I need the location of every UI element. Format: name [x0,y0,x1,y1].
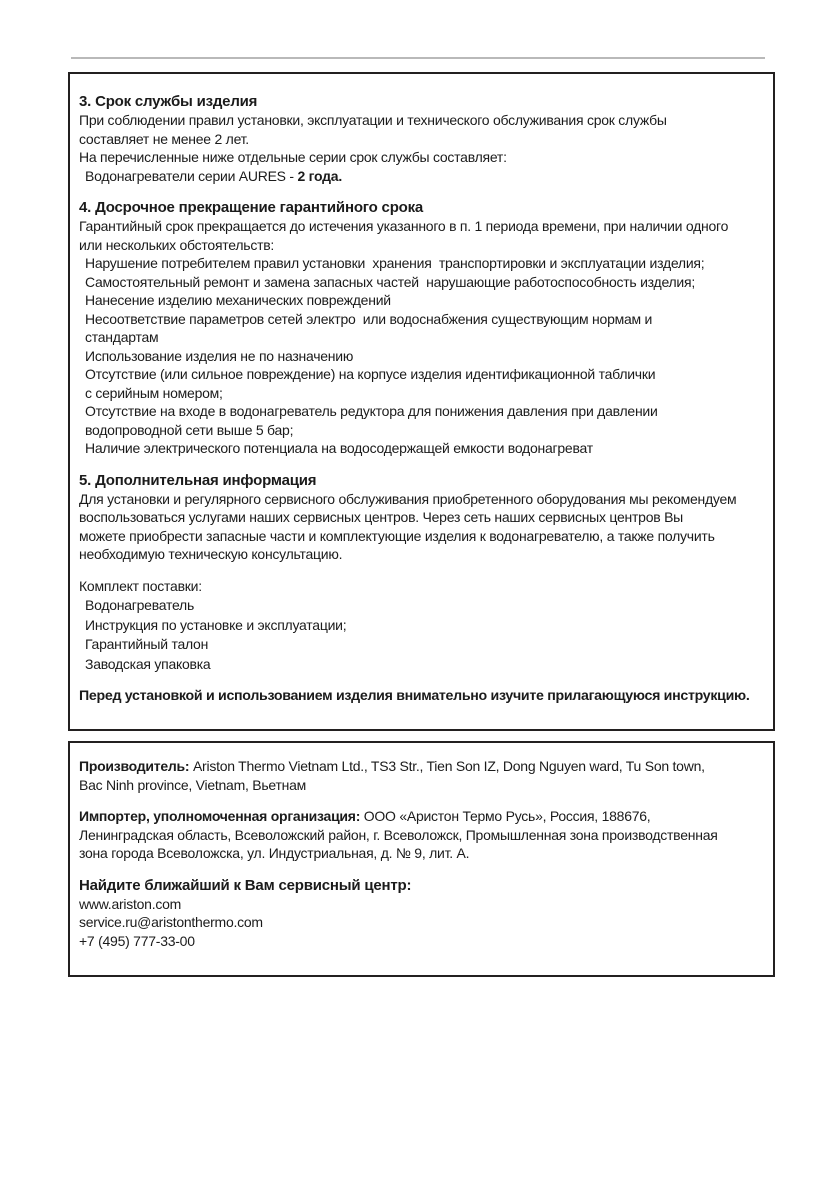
manufacturer-paragraph [79,757,765,794]
section-termination [79,198,765,458]
service-centers-heading: Найдите ближайший к Вам сервисный центр: [79,876,412,894]
list-item: Использование изделия не по назначению [85,347,354,364]
section-heading: 4. Досрочное прекращение гарантийного срока [79,199,424,216]
importer-label: Импортер, уполномоченная организация: [79,808,361,824]
phone-text: +7 (495) 777-33-00 [79,932,195,949]
website-text: www.ariston.com [79,895,182,912]
section-additional-info [79,471,765,564]
series-item-text: Водонагреватели серии AURES - [85,167,298,184]
manufacturer-text: Ariston Thermo Vietnam Ltd., TS3 Str., Tien Son IZ, Dong Nguyen ward, Tu Son town, [189,758,705,774]
text-line: или нескольких обстоятельств: [79,236,275,253]
list-item: Несоответствие параметров сетей электро или водоснабжения существующим нормам и [85,310,653,327]
list-item: Водонагреватель [85,597,195,613]
package-contents-list [79,577,765,675]
text-line: составляет не менее 2 лет. [79,130,249,147]
email-text: service.ru@aristonthermo.com [79,914,263,930]
notice-text: Перед установкой и использованием изделия внимательно изучите прилагающуюся инструкцию. [79,688,750,704]
text-line: Для установки и регулярного сервисного обслуживания приобретенного оборудования мы рекомендуем [79,490,737,507]
top-divider-rule [71,57,765,59]
list-item: Заводская упаковка [85,655,211,672]
text-line: можете приобрести запасные части и комплектующие изделия к водонагревателю, а также получить [79,527,715,544]
list-item: Отсутствие на входе в водонагреватель редуктора для понижения давления при давлении [85,403,658,419]
section-service-life [79,92,765,185]
text-line: необходимую техническую консультацию. [79,546,343,562]
list-item: Самостоятельный ремонт и замена запасных частей нарушающие работоспособность изделия; [85,273,695,290]
list-item: Нарушение потребителем правил установки хранения транспортировки и эксплуатации изделия; [85,255,705,271]
text-line: Ленинградская область, Всеволожский район, г. Всеволожск, Промышленная зона производственная [79,826,718,843]
list-item: Гарантийный талон [85,636,209,652]
series-item-bold-text: 2 года. [297,167,342,184]
manufacturer-label: Производитель: [79,758,190,774]
list-item [79,167,765,186]
info-box [68,741,775,977]
text-line [79,807,765,826]
list-item: Инструкция по установке и эксплуатации; [85,616,347,633]
text-line [79,757,765,776]
section-heading: 5. Дополнительная информация [79,471,317,489]
list-item: Наличие электрического потенциала на водосодержащей емкости водонагреват [85,440,593,456]
text-line: При соблюдении правил установки, эксплуатации и технического обслуживания срок службы [79,112,667,128]
text-line: Гарантийный срок прекращается до истечения указанного в п. 1 периода времени, при наличии одного [79,218,729,234]
package-heading: Комплект поставки: [79,577,202,594]
importer-paragraph [79,807,765,863]
list-item: стандартам [85,329,159,345]
list-item: с серийным номером; [85,384,223,401]
text-line: зона города Всеволожска, ул. Индустриальная, д. № 9, лит. А. [79,845,470,861]
service-centers-paragraph [79,876,765,951]
list-item: Нанесение изделию механических повреждений [85,292,391,308]
importer-text: ООО «Аристон Термо Русь», Россия, 188676, [360,808,651,824]
list-item: водопроводной сети выше 5 бар; [85,421,294,438]
text-line: Bac Ninh province, Vietnam, Вьетнам [79,776,307,793]
text-line: воспользоваться услугами наших сервисных центров. Через сеть наших сервисных центров Вы [79,509,683,525]
section-heading: 3. Срок службы изделия [79,93,258,110]
list-item: Отсутствие (или сильное повреждение) на корпусе изделия идентификационной таблички [85,366,656,382]
text-line: На перечисленные ниже отдельные серии срок службы составляет: [79,149,507,165]
warranty-box [68,72,775,731]
